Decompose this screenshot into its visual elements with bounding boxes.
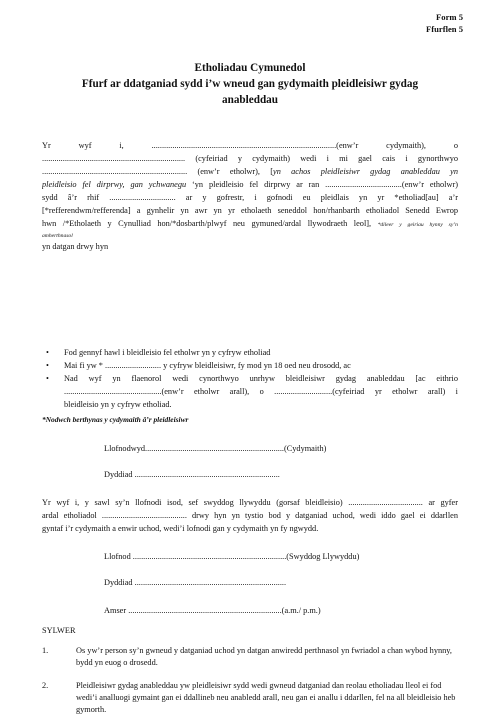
intro-line-8: amherthnasol xyxy=(42,233,73,239)
intro-line-7a: hwn /*Etholaeth y Cynulliad hon/*dosbarth/plwyf neu gymuned/ardal llywodraeth leol], xyxy=(42,219,378,228)
asterisk-footnote: *Nodwch berthynas y cydymaith â’r pleidleisiwr xyxy=(42,415,189,424)
notes-heading: SYLWER xyxy=(42,626,76,635)
intro-paragraph xyxy=(42,139,458,253)
intro-line-4 xyxy=(42,178,458,191)
intro-line-6: [*refferendwm/refferenda] a gynhelir yn awr yn yr etholaeth seneddol hon/rhanbarth etholiadol Senedd Ewrop xyxy=(42,206,458,215)
title-line-3: anableddau xyxy=(222,94,278,106)
list-item: • Fod gennyf hawl i bleidleisio fel etholwr yn y cyfryw etholiad xyxy=(42,346,458,359)
document-title xyxy=(40,60,460,108)
intro-line-4a: pleidleisio fel dirprwy, gan ychwanegu xyxy=(42,180,187,189)
note-1-number: 1. xyxy=(42,646,49,655)
list-item: • Mai fi yw * ........................... y cyfryw bleidleisiwr, fy mod yn 18 oed neu drosodd, ac xyxy=(42,359,458,372)
officer-signature-line: Llofnod ..........................................................................(Swyddog Llywyddu) xyxy=(104,552,360,561)
intro-line-3a: ...................................................................... (enw’r etholwr), [ xyxy=(42,167,274,176)
intro-line-7 xyxy=(42,217,458,230)
list-item xyxy=(42,372,458,411)
note-2 xyxy=(42,680,458,716)
note-2-text: Pleidleisiwr gydag anableddau yw pleidleisiwr sydd wedi gwneud datganiad dan reolau etholiadau lleol ei fod wedi’i analluogi gymaint gan ei ddallineb neu anabledd arall, neu gan ei anallu i ddarllen, fel na all bleidleisio heb gymorth. xyxy=(76,681,456,714)
note-2-number: 2. xyxy=(42,681,49,690)
bullet-3-line-1: • Nad wyf yn flaenorol wedi cynorthwyo unrhyw bleidleisiwr gydag anableddau [ac eithrio xyxy=(64,374,458,383)
bullet-3-line-3: bleidleisio yn y cyfryw etholiad. xyxy=(64,400,172,409)
intro-line-7b: *dileer y geiriau hynny sy’n xyxy=(377,222,458,228)
officer-time-line: Amser ..........................................................................(a.m./ p.m.) xyxy=(104,606,321,615)
intro-line-5: sydd â’r rhif ................................ ar y gofrestr, i gofnodi eu pleidlais yn yr *etholiad[au] a’r xyxy=(42,193,458,202)
title-line-2: Ffurf ar ddatganiad sydd i’w wneud gan gydymaith pleidleisiwr gydag xyxy=(81,78,419,90)
companion-date-line: Dyddiad ...................................................................... xyxy=(104,470,280,479)
declaration-list xyxy=(42,346,458,411)
note-1-text: Os yw’r person sy’n gwneud y datganiad uchod yn datgan anwiredd perthnasol yn fwriadol a chan wybod hynny, bydd yn euog o drosedd. xyxy=(76,646,452,667)
form-number-cy: Ffurflen 5 xyxy=(426,24,463,34)
companion-signature-line: Llofnodwyd...................................................................(Cydymaith) xyxy=(104,444,327,453)
note-1 xyxy=(42,645,458,669)
intro-line-4b: ‘yn pleidleisio fel dirprwy ar ran .....................................(enw’r etholwr) xyxy=(186,180,458,189)
intro-line-2: ..................................................................... (cyfeiriad y cydymaith) wedi i mi gael cais i gynorthwyo xyxy=(42,154,458,163)
intro-line-1: Yr wyf i, .........................................................................................(enw’r cydymaith), o xyxy=(42,141,458,150)
intro-line-3b: yn achos pleidleisiwr gydag anableddau yn xyxy=(273,167,458,176)
officer-statement xyxy=(42,496,458,535)
officer-line-2: ardal etholiadol ......................................... drwy hyn yn tystio bod y datganiad uchod, wedi iddo gael ei ddarllen xyxy=(42,511,458,520)
officer-line-3: gyntaf i’r cydymaith a enwir uchod, wedi’i lofnodi gan y cydymaith yn fy ngwydd. xyxy=(42,524,319,533)
intro-line-3 xyxy=(42,165,458,178)
officer-line-1: Yr wyf i, y sawl sy’n llofnodi isod, sef swyddog llywyddu (gorsaf bleidleisio) .................................... ar gyfer xyxy=(42,498,458,507)
title-line-1: Etholiadau Cymunedol xyxy=(194,62,306,74)
notes-list xyxy=(42,645,458,716)
form-number-en: Form 5 xyxy=(436,12,463,22)
officer-date-line: Dyddiad ......................................................................... xyxy=(104,578,287,587)
bullet-3-line-2: ...............................................(enw’r etholwr arall), o ............................(cyfeiriad yr etholwr arall) i xyxy=(64,387,458,396)
form-number xyxy=(426,11,463,35)
intro-line-9: yn datgan drwy hyn xyxy=(42,242,109,251)
